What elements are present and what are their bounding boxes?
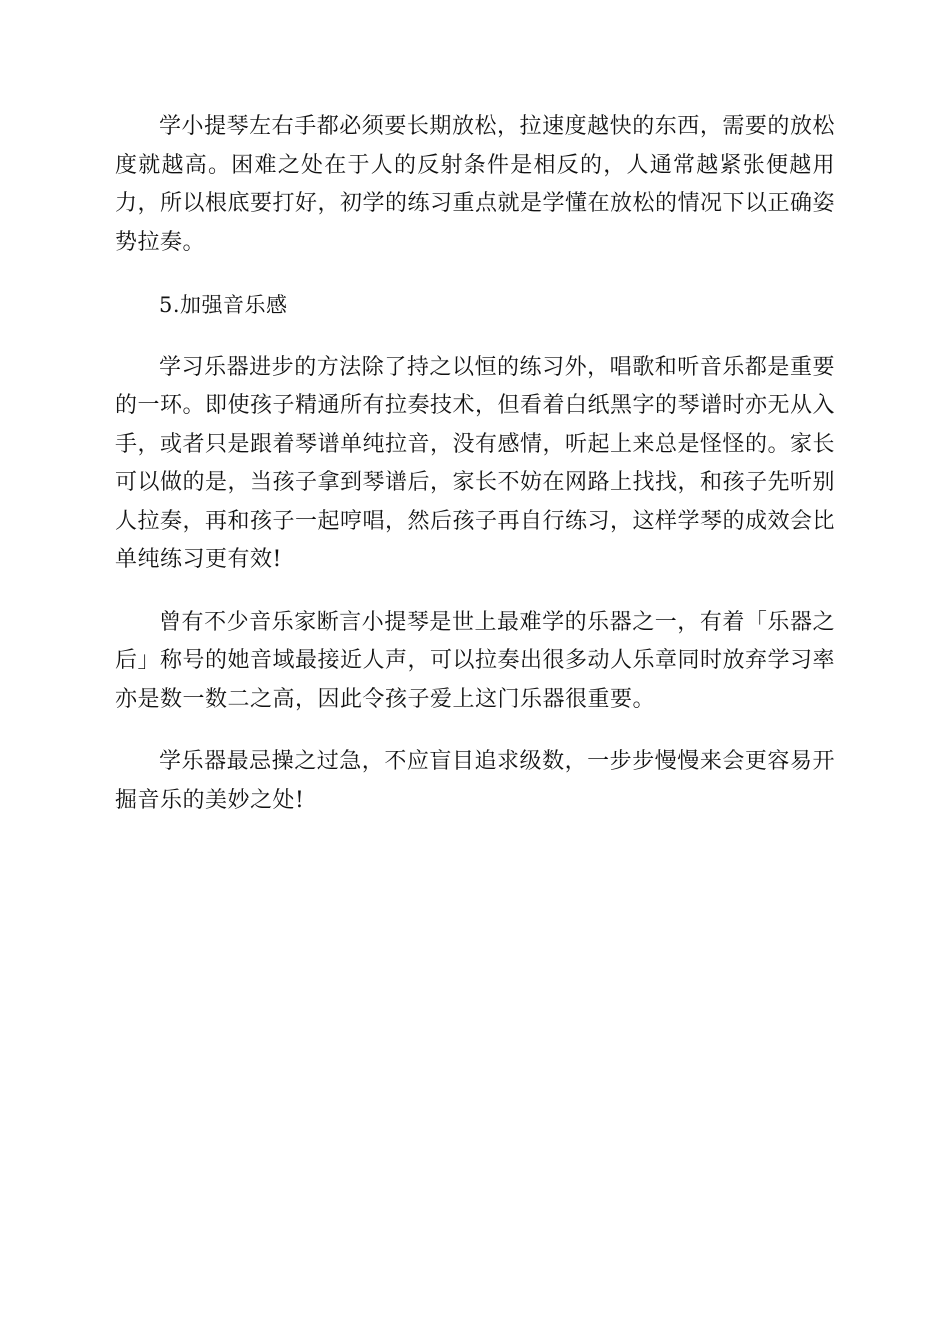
paragraph-conclusion: 学乐器最忌操之过急，不应盲目追求级数，一步步慢慢来会更容易开掘音乐的美妙之处! — [115, 749, 835, 813]
paragraph-musicality: 学习乐器进步的方法除了持之以恒的练习外，唱歌和听音乐都是重要的一环。即使孩子精通所有拉奏技术，但看着白纸黑字的琴谱时亦无从入手，或者只是跟着琴谱单纯拉音，没有感情，听起上来总是怪怪的。家长可以做的是，当孩子拿到琴谱后，家长不妨在网路上找找，和孩子先听别人拉奏，再和孩子一起哼唱，然后孩子再自行练习，这样学琴的成效会比单纯练习更有效! — [115, 354, 836, 572]
paragraph-relaxation: 学小提琴左右手都必须要长期放松，拉速度越快的东西，需要的放松度就越高。困难之处在于人的反射条件是相反的，人通常越紧张便越用力，所以根底要打好，初学的练习重点就是学懂在放松的情况下以正确姿势拉奏。 — [115, 114, 836, 255]
document-page — [115, 108, 835, 820]
section-heading: 5.加强音乐感 — [159, 293, 288, 317]
paragraph-violin-difficulty: 曾有不少音乐家断言小提琴是世上最难学的乐器之一，有着「乐器之后」称号的她音域最接近人声，可以拉奏出很多动人乐章同时放弃学习率亦是数一数二之高，因此令孩子爱上这门乐器很重要。 — [115, 609, 836, 712]
